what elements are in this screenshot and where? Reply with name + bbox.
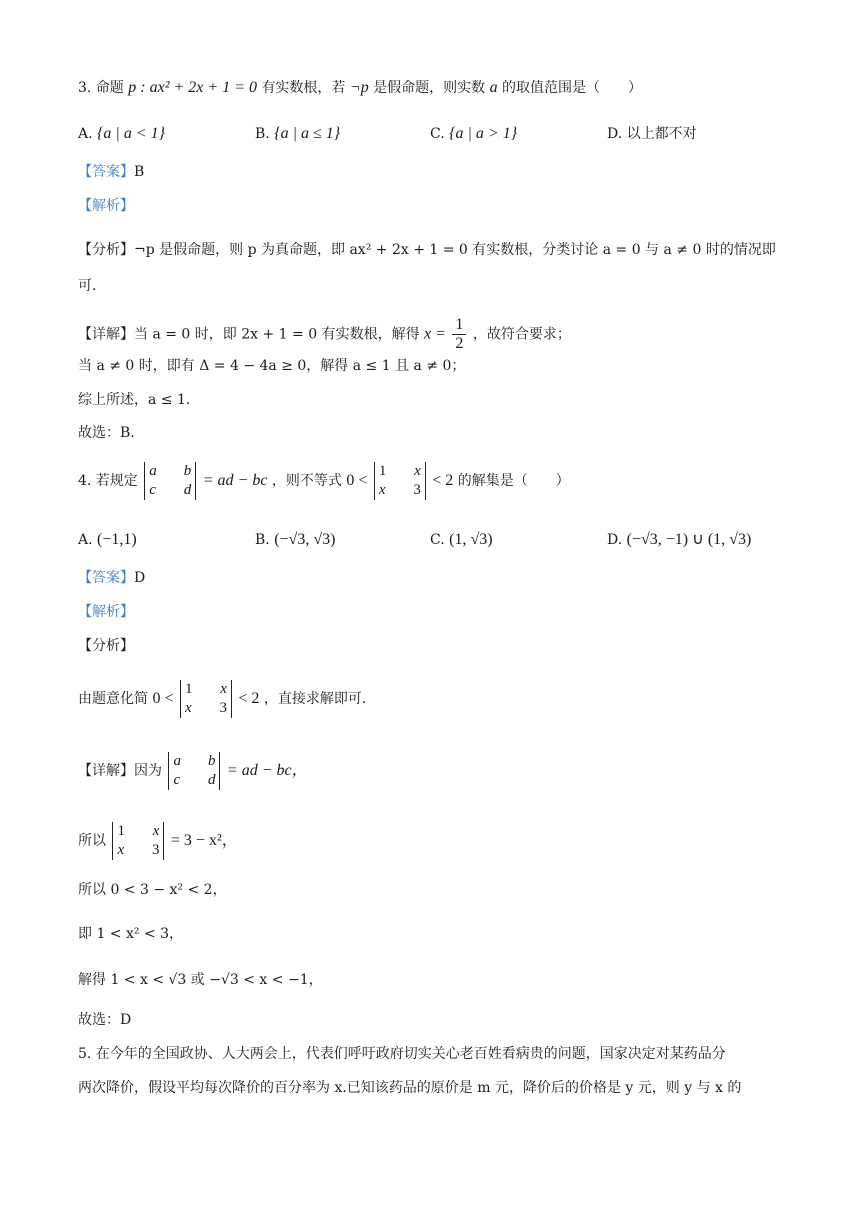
q3-option-d <box>607 124 697 144</box>
q4-stem-prefix: 4. 若规定 <box>78 473 138 489</box>
q4-solve: 解得 1 < x < √3 或 −√3 < x < −1， <box>78 972 323 988</box>
q3-case2: 当 a ≠ 0 时，即有 Δ = 4 − 4a ≥ 0，解得 a ≤ 1 且 a ≠ 0； <box>78 358 466 374</box>
q4-choice: 故选：D <box>78 1012 132 1028</box>
option-text: {a | a < 1} <box>97 125 166 142</box>
q4-option-a <box>78 530 137 550</box>
q4-fenxi <box>78 680 366 718</box>
q5-line2: 两次降价，假设平均每次降价的百分率为 x.已知该药品的原价是 m 元，降价后的价格是 y 元，则 y 与 x 的 <box>78 1080 742 1096</box>
fraction-numerator: 1 <box>452 316 466 335</box>
determinant-q <box>112 822 164 860</box>
determinant-def <box>144 462 196 500</box>
q3-equation: p : ax² + 2x + 1 = 0 <box>128 79 257 96</box>
determinant-q <box>374 462 426 500</box>
q3-option-b <box>255 124 340 144</box>
q3-option-a <box>78 124 165 144</box>
q3-stem-suffix: 的取值范围是（ ） <box>502 80 643 96</box>
det-cell: 1 <box>117 823 125 839</box>
det-cell: 3 <box>413 482 421 498</box>
ineq-right: < 2 <box>432 472 454 489</box>
q3-stem <box>78 78 642 98</box>
q4-ji: 即 1 < x² < 3， <box>78 926 184 942</box>
q5-line1: 5. 在今年的全国政协、人大两会上，代表们呼吁政府切实关心老百姓看病贵的问题，国家决定对某药品分 <box>78 1046 726 1062</box>
q4-detail <box>78 752 308 790</box>
q3-not-p: ¬p <box>349 79 369 96</box>
q4-fenxi-tag: 【分析】 <box>78 638 134 654</box>
q3-answer <box>78 162 144 182</box>
option-label: C. <box>430 532 445 548</box>
option-text: {a | a > 1} <box>449 125 518 142</box>
q4-stem <box>78 462 570 500</box>
fenxi-tag: 【分析】 <box>78 242 134 258</box>
q4-option-b <box>255 530 335 550</box>
ineq-left: 0 < <box>152 690 174 707</box>
ineq-left: 0 < <box>346 472 368 489</box>
option-text: (−1,1) <box>97 531 137 548</box>
q3-fenxi-cont: 可. <box>78 278 97 294</box>
answer-value: D <box>134 570 146 586</box>
q4-analysis-tag: 【解析】 <box>78 604 134 620</box>
detail-prefix: 因为 <box>134 763 162 779</box>
q3-analysis-tag: 【解析】 <box>78 198 134 214</box>
q3-fenxi <box>78 240 776 260</box>
q4-stem-mid: ，则不等式 <box>271 473 342 489</box>
option-label: A. <box>78 532 93 548</box>
option-text: (−√3, −1) ∪ (1, √3) <box>626 531 752 548</box>
det-cell: 3 <box>219 700 227 716</box>
det-cell: b <box>183 463 192 479</box>
option-label: B. <box>255 532 270 548</box>
q4-so1 <box>78 822 238 860</box>
q3-var-a: a <box>489 79 498 96</box>
det-cell: a <box>173 753 181 769</box>
determinant-q <box>180 680 232 718</box>
det-cell: x <box>117 842 125 858</box>
determinant-def <box>168 752 220 790</box>
answer-tag: 【答案】 <box>78 164 134 180</box>
det-cell: x <box>220 681 227 697</box>
fenxi-suffix: ，直接求解即可. <box>263 691 367 707</box>
det-def-rhs: = ad − bc <box>202 472 268 489</box>
q4-so2: 所以 0 < 3 − x² < 2， <box>78 882 227 898</box>
det-cell: 3 <box>151 842 160 858</box>
det-cell: d <box>207 772 216 788</box>
fenxi-text: 由题意化简 <box>78 691 148 707</box>
fraction-half <box>452 316 466 353</box>
option-text: (−√3, √3) <box>274 531 336 548</box>
answer-tag: 【答案】 <box>78 570 134 586</box>
ineq-right: < 2 <box>238 690 260 707</box>
q3-option-c <box>430 124 517 144</box>
q4-answer <box>78 568 145 588</box>
so1-rhs: = 3 − x²， <box>170 832 238 849</box>
q3-detail <box>78 316 571 353</box>
det-cell: a <box>149 463 157 479</box>
option-label: B. <box>255 126 270 142</box>
det-cell: c <box>149 482 156 498</box>
q4-stem-suffix: 的解集是（ ） <box>457 473 570 489</box>
option-label: D. <box>607 126 623 142</box>
option-label: D. <box>607 532 623 548</box>
q3-stem-prefix: 3. 命题 <box>78 80 124 96</box>
option-label: A. <box>78 126 93 142</box>
det-cell: 1 <box>378 463 387 479</box>
det-cell: x <box>414 463 421 479</box>
option-text: (1, √3) <box>449 531 493 548</box>
q4-option-d <box>607 530 751 550</box>
det-cell: 1 <box>184 681 193 697</box>
det-cell: x <box>184 700 192 716</box>
det-cell: x <box>152 823 160 839</box>
q3-stem-mid2: 是假命题，则实数 <box>373 80 486 96</box>
fraction-denominator: 2 <box>455 335 464 352</box>
detail-tag: 【详解】 <box>78 326 134 343</box>
q3-choice: 故选：B. <box>78 425 135 441</box>
detail-text-end: ，故符合要求； <box>472 326 571 343</box>
detail-x: x = <box>424 325 446 343</box>
option-label: C. <box>430 126 445 142</box>
fenxi-text: ¬p 是假命题，则 p 为真命题，即 ax² + 2x + 1 = 0 有实数根，分类讨论 a = 0 与 a ≠ 0 时的情况即 <box>134 242 776 258</box>
q3-stem-mid: 有实数根，若 <box>261 80 346 96</box>
det-cell: d <box>183 482 192 498</box>
option-text: 以上都不对 <box>626 126 697 142</box>
answer-value: B <box>134 164 145 180</box>
option-text: {a | a ≤ 1} <box>274 125 341 142</box>
q4-option-c <box>430 530 493 550</box>
detail-tag: 【详解】 <box>78 763 134 779</box>
det-cell: c <box>173 772 181 788</box>
det-cell: x <box>378 482 386 498</box>
detail-rhs: = ad − bc， <box>226 762 308 779</box>
detail-text: 当 a = 0 时，即 2x + 1 = 0 有实数根，解得 <box>134 326 420 343</box>
q3-summary: 综上所述，a ≤ 1. <box>78 392 191 408</box>
so-prefix: 所以 <box>78 833 106 849</box>
det-cell: b <box>207 753 216 769</box>
